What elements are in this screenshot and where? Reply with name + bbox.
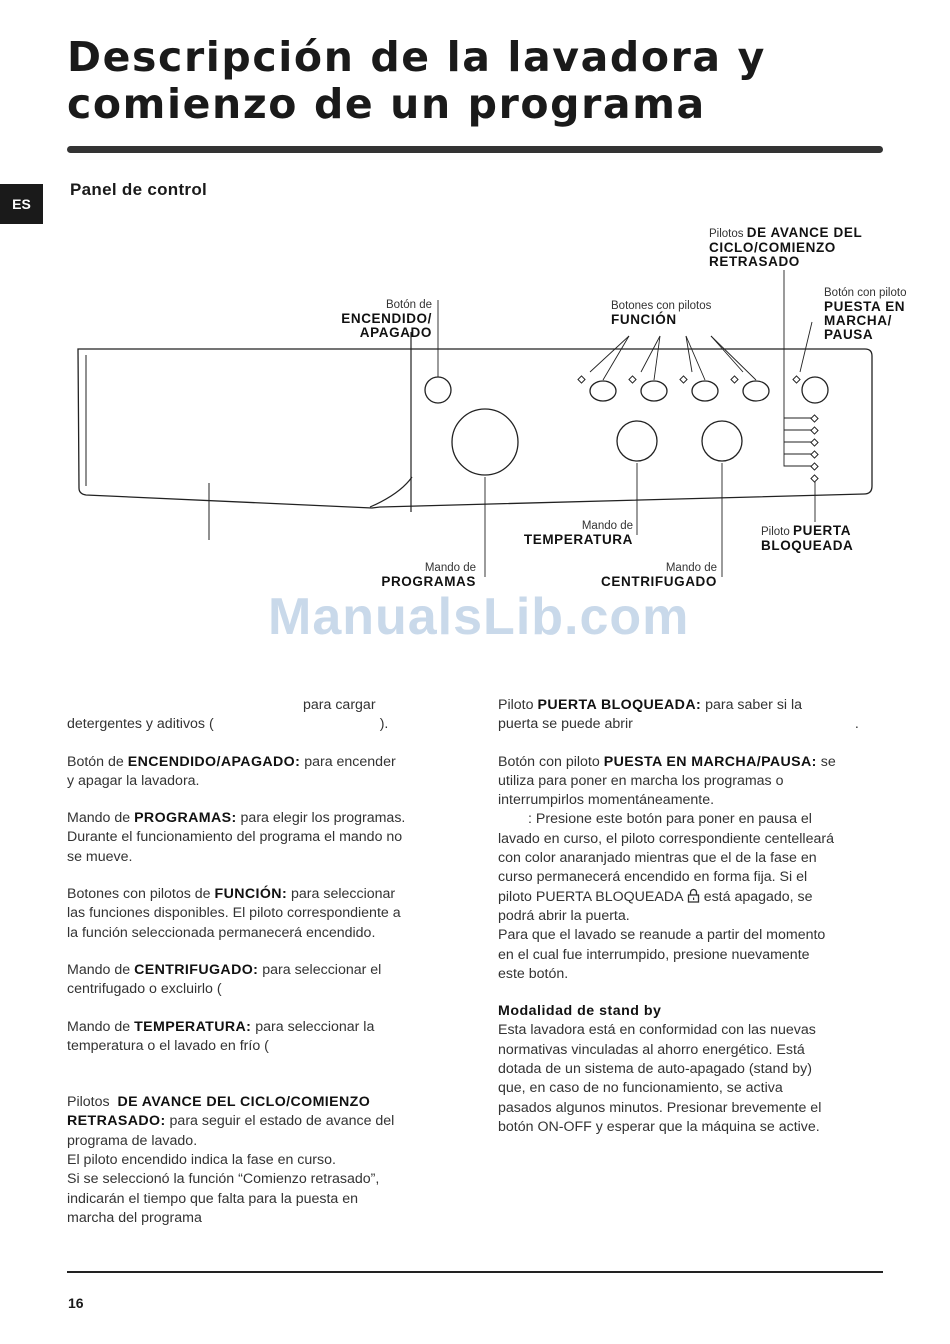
phase-led-2 xyxy=(811,427,818,434)
phase-led-1 xyxy=(811,415,818,422)
para-standby: Modalidad de stand by Esta lavadora está en conformidad con las nuevas normativas vinculadas al ahorro energético. Está dotada de un sistema de auto-apagado (stand by) que, en caso de no funcionamiento, se activa pasados algunos minutos. Presionar brevemente el botón ON-OFF y esperar que la máquina se active. xyxy=(498,1003,822,1135)
section-heading: Panel de control xyxy=(70,180,208,199)
detergent-drawer-edge xyxy=(370,477,412,507)
language-tab: ES xyxy=(0,184,43,224)
para-start-pause: Botón con piloto PUESTA EN MARCHA/PAUSA: se utiliza para poner en marcha los programas o interrumpirlos momentáneamente. : Presione este botón para poner en pausa el lavado en curso, el piloto correspondiente centelleará con color anaranjado mientras que el de la fase en curso permanecerá encendido en forma fija. Si el piloto PUERTA BLOQUEADA está apagado, se podrá abrir la puerta. Para que el lavado se reanude a partir del momento en el cual fue interrumpido, presione nuevamente este botón. xyxy=(498,753,836,982)
para-phase-leds: Pilotos DE AVANCE DEL CICLO/COMIENZO RETRASADO: para seguir el estado de avance del programa de lavado. El piloto encendido indica la fase en curso. Si se seleccionó la función “Comienzo retrasado”, indicarán el tiempo que falta para la puesta en marcha del programa xyxy=(67,1094,395,1226)
para-door-locked: Piloto PUERTA BLOQUEADA: para saber si la puerta se puede abrir . xyxy=(498,697,859,733)
door-locked-led xyxy=(811,475,818,482)
footer-rule xyxy=(67,1271,883,1273)
para-function: Botones con pilotos de FUNCIÓN: para seleccionar las funciones disponibles. El piloto correspondiente a la función seleccionada permanecerá encendido. xyxy=(67,886,401,941)
page-number: 16 xyxy=(68,1295,84,1311)
phase-led-4 xyxy=(811,451,818,458)
function-led-4 xyxy=(731,376,738,383)
para-power: Botón de ENCENDIDO/APAGADO: para encender y apagar la lavadora. xyxy=(67,753,396,789)
label-power-button: Botón de ENCENDIDO/ APAGADO xyxy=(341,299,432,340)
label-spin: Mando de CENTRIFUGADO xyxy=(601,562,717,589)
function-button-2 xyxy=(641,381,667,401)
spin-knob xyxy=(702,421,742,461)
para-programs: Mando de PROGRAMAS: para elegir los programas. Durante el funcionamiento del programa el mando no se mueve. xyxy=(67,810,406,865)
panel-outline xyxy=(78,349,872,508)
standby-heading: Modalidad de stand by xyxy=(498,1003,662,1020)
programs-knob xyxy=(452,409,518,475)
label-programs: Mando de PROGRAMAS xyxy=(381,562,476,589)
phase-led-3 xyxy=(811,439,818,446)
left-column xyxy=(67,696,442,1246)
padlock-icon xyxy=(687,888,700,903)
temperature-knob xyxy=(617,421,657,461)
label-start-pause: Botón con piloto PUESTA EN MARCHA/ PAUSA xyxy=(824,287,907,342)
function-button-1 xyxy=(590,381,616,401)
title-line-1: Descripción de la lavadora y xyxy=(67,33,766,81)
title-line-2: comienzo de un programa xyxy=(67,80,706,128)
power-button xyxy=(425,377,451,403)
right-column xyxy=(498,696,888,1155)
label-function-buttons: Botones con pilotos FUNCIÓN xyxy=(611,300,712,327)
para-temperature: Mando de TEMPERATURA: para seleccionar la temperatura o el lavado en frío ( xyxy=(67,1018,375,1054)
label-temperature: Mando de TEMPERATURA xyxy=(523,520,633,547)
start-pause-led xyxy=(793,376,800,383)
function-led-3 xyxy=(680,376,687,383)
watermark: ManualsLib.com xyxy=(268,588,690,646)
function-led-1 xyxy=(578,376,585,383)
function-led-2 xyxy=(629,376,636,383)
para-drawer: para cargar detergentes y aditivos ( ). xyxy=(67,697,389,733)
para-spin: Mando de CENTRIFUGADO: para seleccionar el centrifugado o excluirlo ( xyxy=(67,961,382,998)
start-pause-button xyxy=(802,377,828,403)
function-button-3 xyxy=(692,381,718,401)
function-button-4 xyxy=(743,381,769,401)
label-phase-leds: Pilotos DE AVANCE DEL CICLO/COMIENZO RETRASADO xyxy=(709,225,863,269)
label-door-locked: Piloto PUERTA BLOQUEADA xyxy=(761,523,854,553)
phase-led-5 xyxy=(811,463,818,470)
